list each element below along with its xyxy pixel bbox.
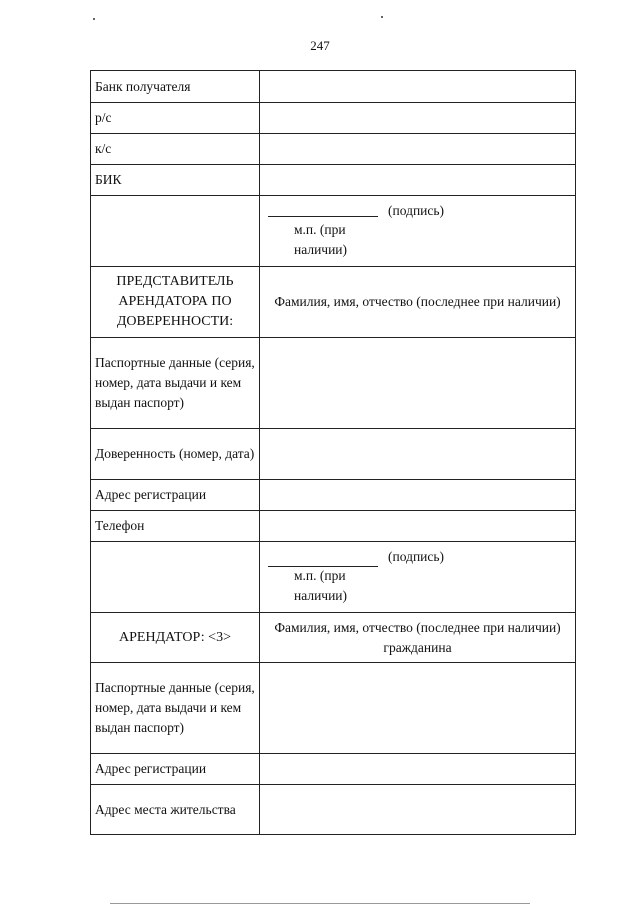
- bottom-rule: [110, 903, 530, 904]
- rs-value-field[interactable]: [260, 103, 576, 134]
- details-table: [90, 70, 576, 835]
- tenant-fio-label: Фамилия, имя, отчество (последнее при наличии) гражданина: [260, 613, 576, 663]
- passport-value-field[interactable]: [260, 338, 576, 429]
- address-reg-value-field[interactable]: [260, 480, 576, 511]
- tenant-title: АРЕНДАТОР: <3>: [91, 613, 260, 663]
- rs-label: р/с: [91, 103, 260, 134]
- passport-label: Паспортные данные (серия, номер, дата выдачи и кем выдан паспорт): [91, 338, 260, 429]
- page-number: 247: [310, 38, 330, 53]
- bik-label: БИК: [91, 165, 260, 196]
- scan-dot-left: [93, 18, 95, 20]
- signature-empty-cell: [91, 196, 260, 267]
- address-reg-label: Адрес регистрации: [91, 754, 260, 785]
- passport-label: Паспортные данные (серия, номер, дата выдачи и кем выдан паспорт): [91, 663, 260, 754]
- signature-empty-cell: [91, 542, 260, 613]
- signature-block: [260, 542, 576, 613]
- bank-value-field[interactable]: [260, 71, 576, 103]
- table-row: [91, 267, 576, 338]
- representative-fio-label: Фамилия, имя, отчество (последнее при наличии): [260, 267, 576, 338]
- address-reg-label: Адрес регистрации: [91, 480, 260, 511]
- table-row: [91, 785, 576, 835]
- scan-dot-right: [381, 16, 383, 18]
- stamp-label: м.п. (при наличии): [294, 222, 348, 257]
- table-row: [91, 663, 576, 754]
- address-reg-value-field[interactable]: [260, 754, 576, 785]
- table-row: [91, 613, 576, 663]
- table-row: [91, 754, 576, 785]
- representative-title: ПРЕДСТАВИТЕЛЬ АРЕНДАТОРА ПО ДОВЕРЕННОСТИ:: [91, 267, 260, 338]
- signature-block: [260, 196, 576, 267]
- table-row: [91, 511, 576, 542]
- signature-line: [268, 216, 378, 217]
- signature-label: (подпись): [388, 549, 445, 564]
- table-row: [91, 196, 576, 267]
- ks-label: к/с: [91, 134, 260, 165]
- address-live-value-field[interactable]: [260, 785, 576, 835]
- passport-value-field[interactable]: [260, 663, 576, 754]
- ks-value-field[interactable]: [260, 134, 576, 165]
- table-row: [91, 429, 576, 480]
- address-live-label: Адрес места жительства: [91, 785, 260, 835]
- phone-value-field[interactable]: [260, 511, 576, 542]
- power-of-attorney-value-field[interactable]: [260, 429, 576, 480]
- table-row: [91, 480, 576, 511]
- table-row: [91, 165, 576, 196]
- power-of-attorney-label: Доверенность (номер, дата): [91, 429, 260, 480]
- bik-value-field[interactable]: [260, 165, 576, 196]
- bank-label: Банк получателя: [91, 71, 260, 103]
- signature-label: (подпись): [388, 203, 445, 218]
- phone-label: Телефон: [91, 511, 260, 542]
- stamp-label: м.п. (при наличии): [294, 568, 348, 603]
- table-row: [91, 134, 576, 165]
- table-row: [91, 71, 576, 103]
- table-row: [91, 338, 576, 429]
- table-row: [91, 542, 576, 613]
- table-row: [91, 103, 576, 134]
